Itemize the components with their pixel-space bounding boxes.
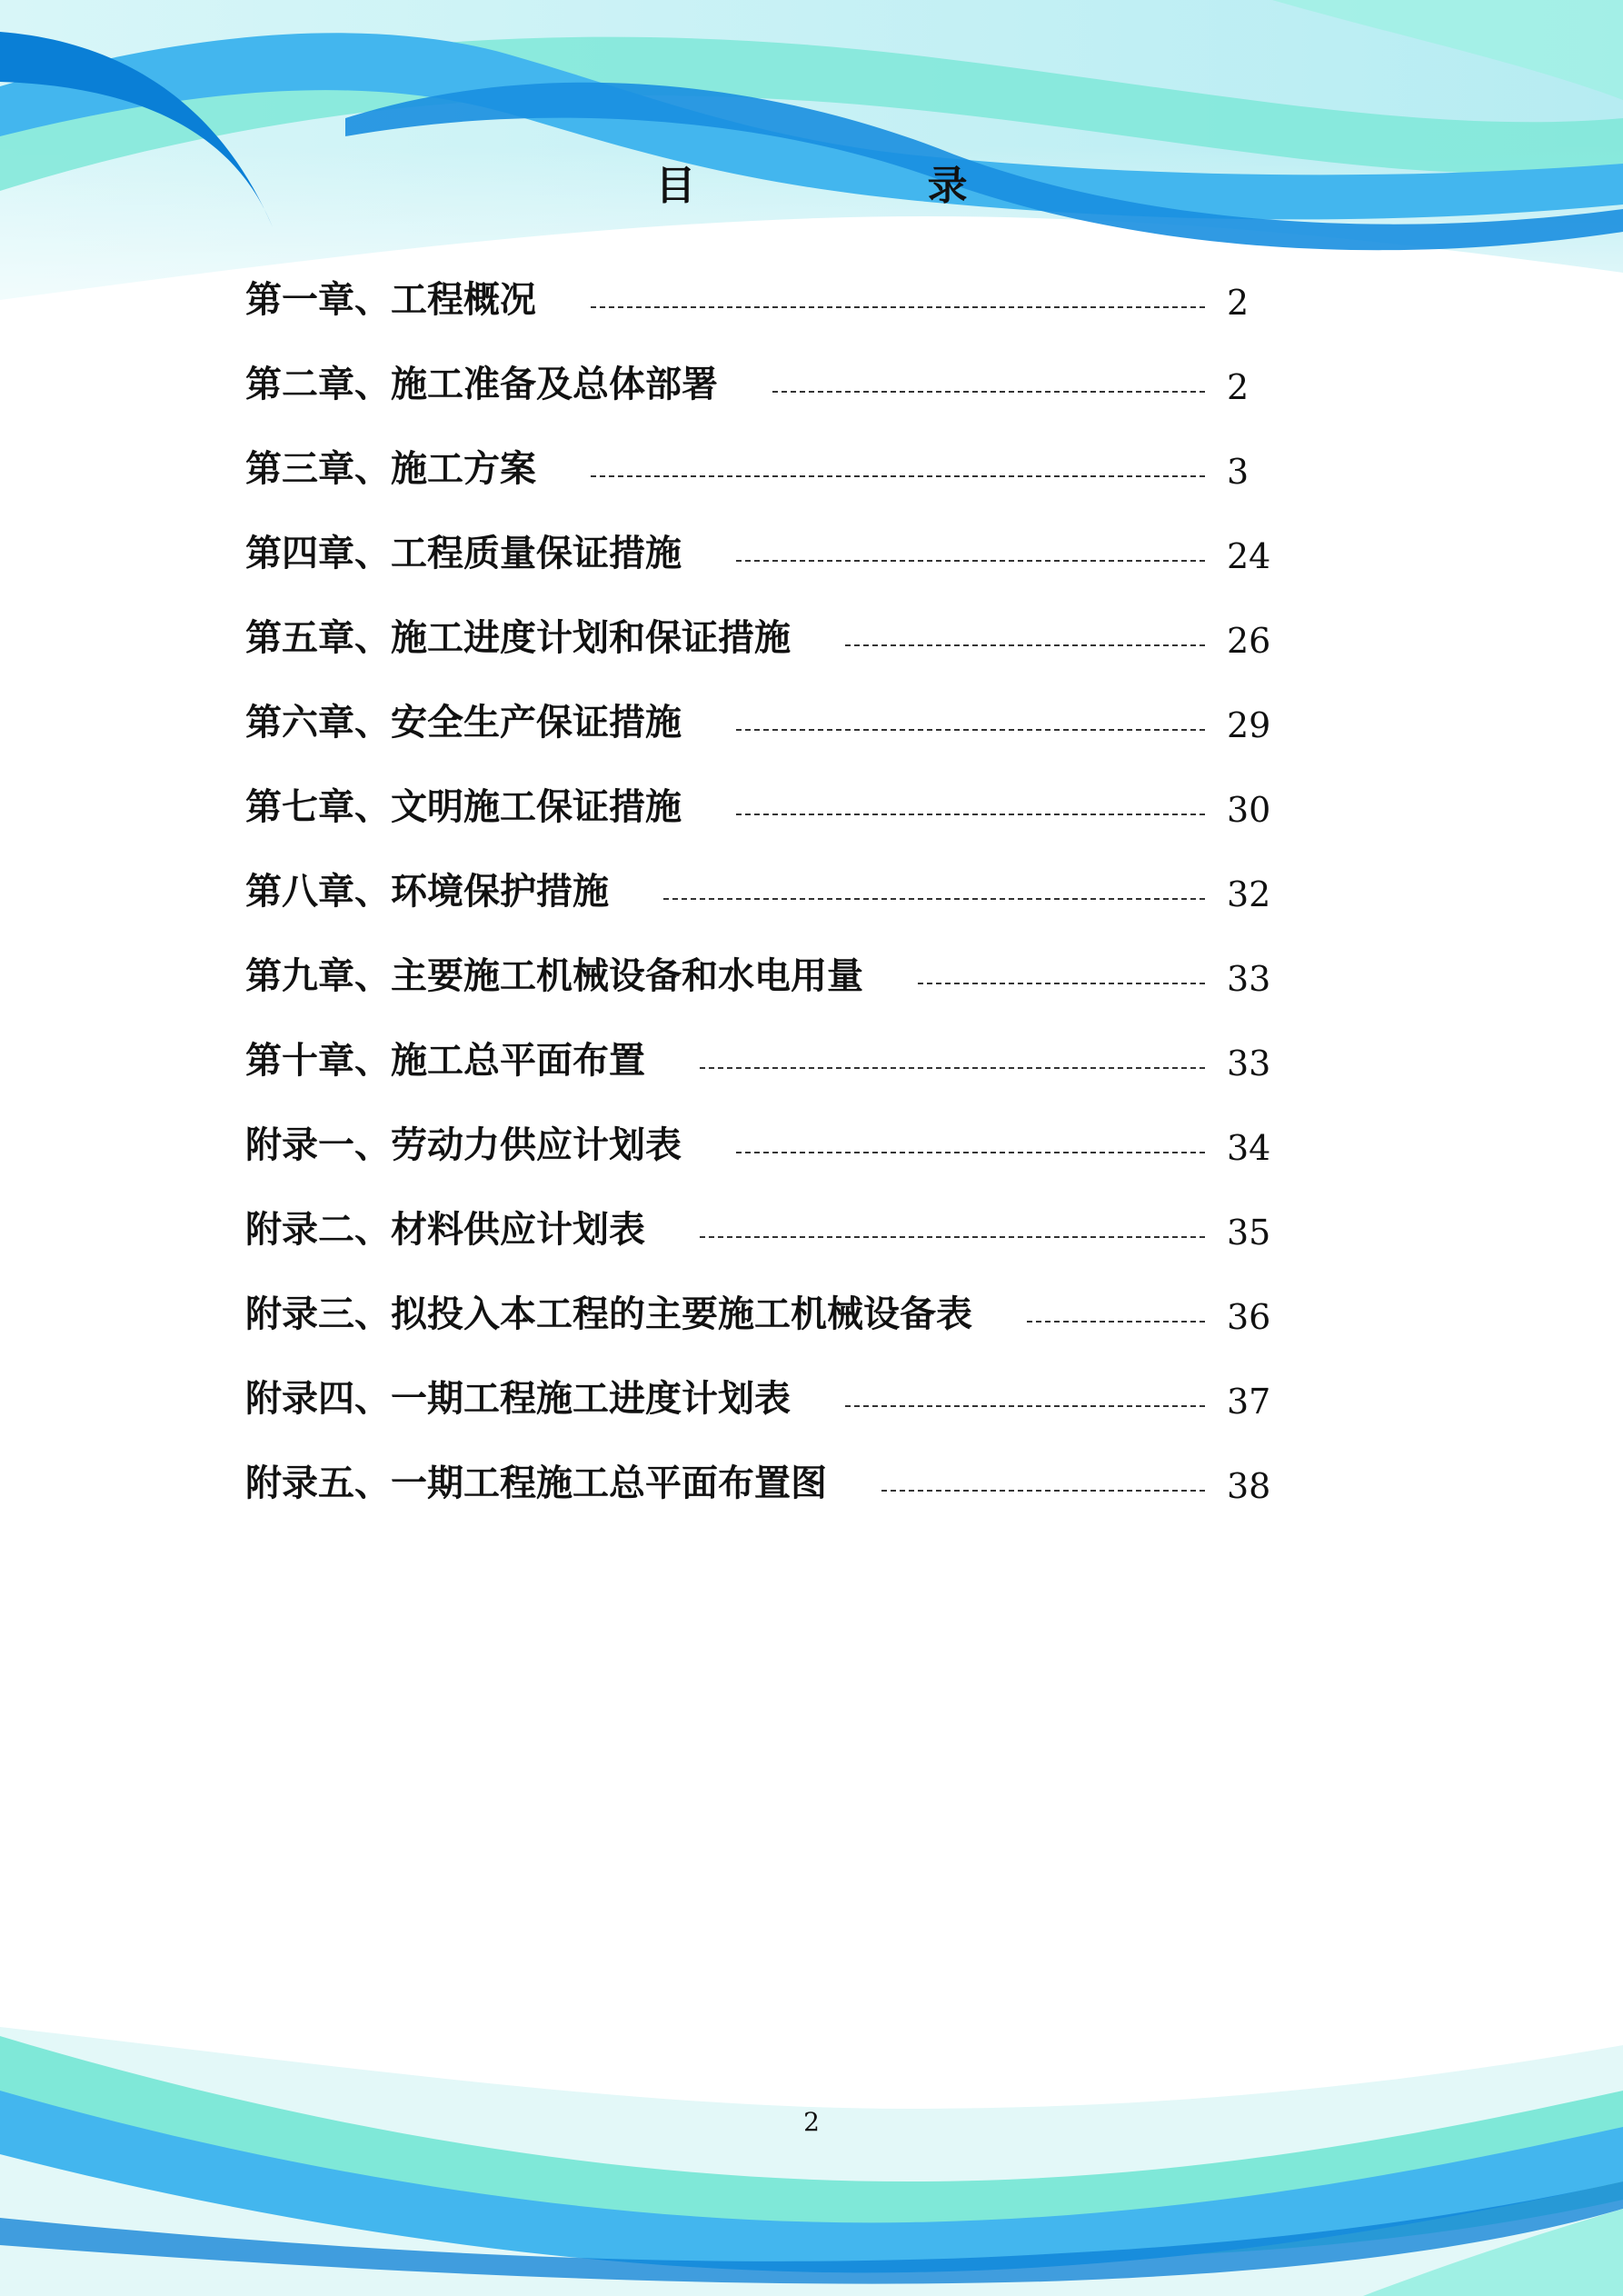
toc-entry[interactable] xyxy=(245,830,1281,914)
toc-entry-label: 第二章、施工准备及总体部署 xyxy=(245,363,718,405)
toc-entry-page: 2 xyxy=(1227,367,1250,407)
toc-entry-page: 36 xyxy=(1227,1297,1271,1337)
dot-leader xyxy=(736,729,1205,731)
toc-entry[interactable] xyxy=(245,323,1281,407)
toc-entry[interactable] xyxy=(245,1083,1281,1168)
toc-entry-label: 第九章、主要施工机械设备和水电用量 xyxy=(245,954,863,997)
toc-entry-page: 33 xyxy=(1227,1043,1271,1083)
toc-entry[interactable] xyxy=(245,1168,1281,1253)
toc-entry-label: 第十章、施工总平面布置 xyxy=(245,1039,645,1082)
toc-entry-page: 26 xyxy=(1227,621,1271,661)
toc-entry-page: 34 xyxy=(1227,1128,1271,1168)
toc-entry[interactable] xyxy=(245,407,1281,492)
toc-entry-label: 附录四、一期工程施工进度计划表 xyxy=(245,1377,791,1420)
dot-leader xyxy=(736,814,1205,815)
dot-leader xyxy=(736,560,1205,562)
toc-entry[interactable] xyxy=(245,745,1281,830)
toc-entry[interactable] xyxy=(245,238,1281,323)
toc-entry-page: 32 xyxy=(1227,874,1271,914)
toc-entry-label: 第五章、施工进度计划和保证措施 xyxy=(245,616,791,659)
table-of-contents xyxy=(245,238,1281,1506)
toc-entry-page: 24 xyxy=(1227,536,1271,576)
toc-entry[interactable] xyxy=(245,999,1281,1083)
toc-entry[interactable] xyxy=(245,1422,1281,1506)
toc-entry-label: 附录二、材料供应计划表 xyxy=(245,1208,645,1251)
dot-leader xyxy=(772,391,1205,393)
toc-entry-label: 第六章、安全生产保证措施 xyxy=(245,701,682,744)
toc-entry-page: 33 xyxy=(1227,959,1271,999)
document-title: 目 录 xyxy=(655,163,1077,209)
dot-leader xyxy=(700,1067,1205,1069)
toc-entry[interactable] xyxy=(245,914,1281,999)
toc-entry-label: 第八章、环境保护措施 xyxy=(245,870,609,913)
dot-leader xyxy=(1027,1321,1205,1323)
toc-entry-label: 第四章、工程质量保证措施 xyxy=(245,532,682,574)
toc-entry[interactable] xyxy=(245,492,1281,576)
toc-entry-label: 第七章、文明施工保证措施 xyxy=(245,785,682,828)
toc-entry-label: 附录三、拟投入本工程的主要施工机械设备表 xyxy=(245,1293,972,1335)
dot-leader xyxy=(845,1405,1205,1407)
toc-entry-page: 2 xyxy=(1227,283,1250,323)
toc-entry-page: 38 xyxy=(1227,1466,1271,1506)
toc-entry-page: 30 xyxy=(1227,790,1271,830)
dot-leader xyxy=(918,983,1205,984)
toc-entry-page: 29 xyxy=(1227,705,1271,745)
toc-entry-label: 附录五、一期工程施工总平面布置图 xyxy=(245,1462,827,1504)
toc-entry[interactable] xyxy=(245,576,1281,661)
dot-leader xyxy=(591,306,1205,308)
dot-leader xyxy=(881,1490,1205,1492)
toc-entry-page: 35 xyxy=(1227,1213,1271,1253)
toc-entry-page: 3 xyxy=(1227,452,1250,492)
toc-entry-label: 第一章、工程概况 xyxy=(245,278,536,321)
page-number: 2 xyxy=(803,2107,820,2137)
dot-leader xyxy=(845,644,1205,646)
toc-entry-label: 附录一、劳动力供应计划表 xyxy=(245,1123,682,1166)
toc-entry[interactable] xyxy=(245,1337,1281,1422)
toc-entry-page: 37 xyxy=(1227,1382,1271,1422)
dot-leader xyxy=(591,475,1205,477)
dot-leader xyxy=(663,898,1205,900)
dot-leader xyxy=(736,1152,1205,1153)
toc-entry[interactable] xyxy=(245,661,1281,745)
dot-leader xyxy=(700,1236,1205,1238)
toc-entry[interactable] xyxy=(245,1253,1281,1337)
toc-entry-label: 第三章、施工方案 xyxy=(245,447,536,490)
